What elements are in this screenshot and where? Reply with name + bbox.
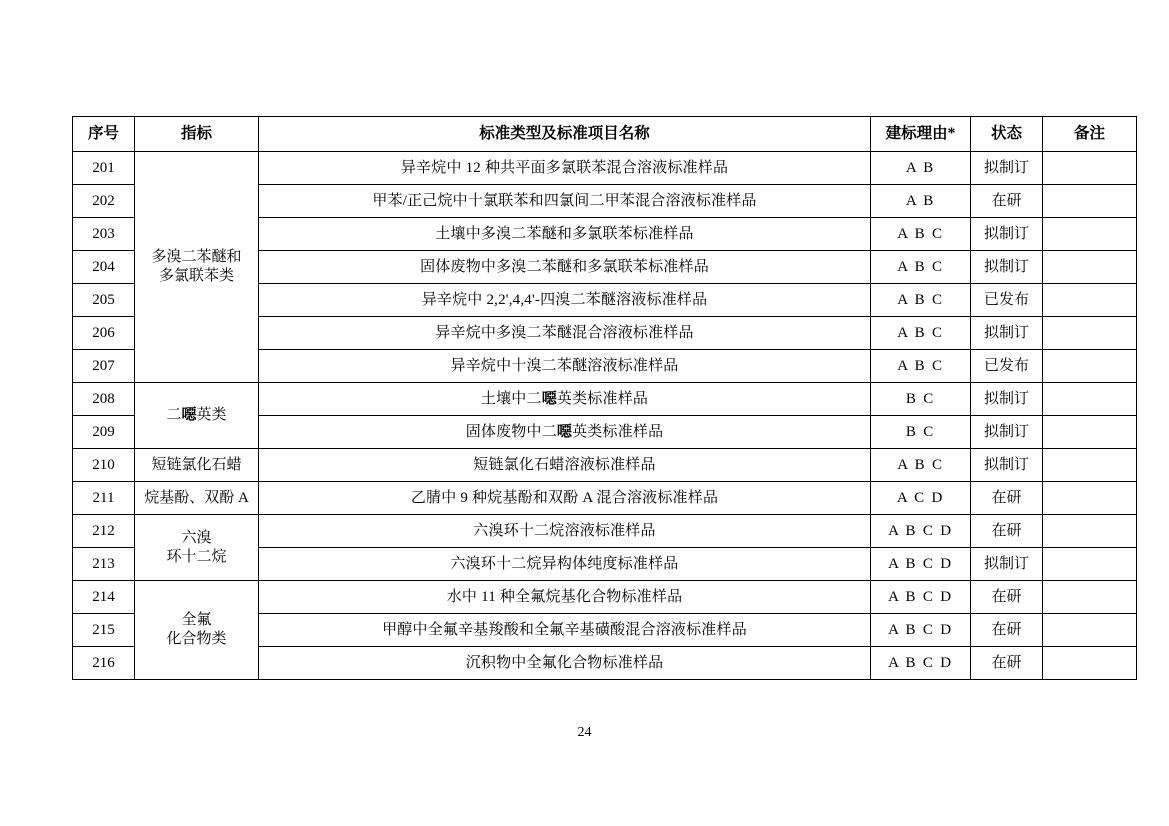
cell-note	[1043, 383, 1137, 416]
cell-no: 209	[73, 416, 135, 449]
indicator-line-2: 多氯联苯类	[158, 268, 234, 284]
indicator-line-1: 全氟	[181, 612, 212, 629]
cell-status: 已发布	[971, 284, 1043, 317]
cell-name: 六溴环十二烷异构体纯度标准样品	[259, 548, 871, 581]
cell-name: 固体废物中多溴二苯醚和多氯联苯标准样品	[259, 251, 871, 284]
cell-status: 拟制订	[971, 449, 1043, 482]
table-row	[73, 152, 1137, 185]
cell-status: 已发布	[971, 350, 1043, 383]
cell-name: 水中 11 种全氟烷基化合物标准样品	[259, 581, 871, 614]
cell-name: 异辛烷中多溴二苯醚混合溶液标准样品	[259, 317, 871, 350]
cell-note	[1043, 647, 1137, 680]
cell-name: 异辛烷中 12 种共平面多氯联苯混合溶液标准样品	[259, 152, 871, 185]
cell-status: 拟制订	[971, 218, 1043, 251]
cell-reason: B C	[871, 416, 971, 449]
table-row	[73, 581, 1137, 614]
standards-table	[72, 116, 1137, 680]
cell-indicator-group: 烷基酚、双酚 A	[135, 482, 259, 515]
cell-reason: A B C D	[871, 515, 971, 548]
indicator-line-2: 化合物类	[166, 631, 227, 647]
header-cell-note: 备注	[1043, 117, 1137, 152]
cell-status: 在研	[971, 185, 1043, 218]
cell-no: 216	[73, 647, 135, 680]
cell-no: 215	[73, 614, 135, 647]
cell-status: 拟制订	[971, 548, 1043, 581]
cell-indicator-group: 短链氯化石蜡	[135, 449, 259, 482]
cell-note	[1043, 548, 1137, 581]
cell-note	[1043, 350, 1137, 383]
cell-status: 拟制订	[971, 251, 1043, 284]
cell-no: 211	[73, 482, 135, 515]
cell-note	[1043, 614, 1137, 647]
cell-name: 乙腈中 9 种烷基酚和双酚 A 混合溶液标准样品	[259, 482, 871, 515]
cell-status: 拟制订	[971, 152, 1043, 185]
cell-no: 203	[73, 218, 135, 251]
header-cell-status: 状态	[971, 117, 1043, 152]
cell-status: 在研	[971, 614, 1043, 647]
cell-note	[1043, 449, 1137, 482]
cell-name: 异辛烷中 2,2',4,4'-四溴二苯醚溶液标准样品	[259, 284, 871, 317]
cell-reason: A B	[871, 152, 971, 185]
cell-note	[1043, 185, 1137, 218]
cell-reason: A B C D	[871, 614, 971, 647]
cell-indicator-group	[135, 581, 259, 680]
cell-reason: A B C	[871, 251, 971, 284]
cell-no: 207	[73, 350, 135, 383]
table-row	[73, 449, 1137, 482]
cell-no: 204	[73, 251, 135, 284]
page-number: 24	[577, 725, 592, 740]
standards-table-container	[72, 116, 1105, 680]
header-cell-name: 标准类型及标准项目名称	[259, 117, 871, 152]
cell-reason: A B C	[871, 218, 971, 251]
cell-no: 213	[73, 548, 135, 581]
cell-note	[1043, 515, 1137, 548]
cell-note	[1043, 581, 1137, 614]
cell-reason: A C D	[871, 482, 971, 515]
cell-name: 短链氯化石蜡溶液标准样品	[259, 449, 871, 482]
cell-reason: A B	[871, 185, 971, 218]
cell-status: 拟制订	[971, 383, 1043, 416]
cell-no: 202	[73, 185, 135, 218]
table-row	[73, 482, 1137, 515]
cell-reason: A B C D	[871, 647, 971, 680]
cell-status: 拟制订	[971, 317, 1043, 350]
cell-no: 206	[73, 317, 135, 350]
cell-status: 拟制订	[971, 416, 1043, 449]
cell-name: 土壤中多溴二苯醚和多氯联苯标准样品	[259, 218, 871, 251]
indicator-line-1: 多溴二苯醚和	[151, 249, 242, 266]
header-cell-no: 序号	[73, 117, 135, 152]
cell-status: 在研	[971, 482, 1043, 515]
cell-status: 在研	[971, 581, 1043, 614]
cell-indicator-group	[135, 515, 259, 581]
table-body	[73, 152, 1137, 680]
header-cell-reason: 建标理由*	[871, 117, 971, 152]
cell-name: 六溴环十二烷溶液标准样品	[259, 515, 871, 548]
cell-indicator-group: 二噁英类	[135, 383, 259, 449]
cell-indicator-group	[135, 152, 259, 383]
cell-name: 甲苯/正己烷中十氯联苯和四氯间二甲苯混合溶液标准样品	[259, 185, 871, 218]
cell-note	[1043, 416, 1137, 449]
cell-reason: A B C D	[871, 581, 971, 614]
table-header-row	[73, 117, 1137, 152]
cell-note	[1043, 152, 1137, 185]
cell-status: 在研	[971, 647, 1043, 680]
cell-no: 210	[73, 449, 135, 482]
cell-note	[1043, 482, 1137, 515]
cell-note	[1043, 317, 1137, 350]
cell-reason: A B C D	[871, 548, 971, 581]
header-cell-indicator: 指标	[135, 117, 259, 152]
cell-no: 212	[73, 515, 135, 548]
cell-reason: B C	[871, 383, 971, 416]
cell-reason: A B C	[871, 350, 971, 383]
cell-no: 208	[73, 383, 135, 416]
cell-reason: A B C	[871, 317, 971, 350]
cell-status: 在研	[971, 515, 1043, 548]
table-row	[73, 515, 1137, 548]
cell-note	[1043, 251, 1137, 284]
cell-no: 214	[73, 581, 135, 614]
cell-reason: A B C	[871, 449, 971, 482]
cell-note	[1043, 218, 1137, 251]
cell-no: 201	[73, 152, 135, 185]
cell-name: 沉积物中全氟化合物标准样品	[259, 647, 871, 680]
table-row	[73, 383, 1137, 416]
cell-name: 土壤中二噁英类标准样品	[259, 383, 871, 416]
cell-name: 甲醇中全氟辛基羧酸和全氟辛基磺酸混合溶液标准样品	[259, 614, 871, 647]
cell-note	[1043, 284, 1137, 317]
cell-name: 固体废物中二噁英类标准样品	[259, 416, 871, 449]
cell-reason: A B C	[871, 284, 971, 317]
indicator-line-2: 环十二烷	[166, 548, 227, 565]
cell-name: 异辛烷中十溴二苯醚溶液标准样品	[259, 350, 871, 383]
cell-no: 205	[73, 284, 135, 317]
indicator-line-1: 六溴	[181, 529, 212, 546]
